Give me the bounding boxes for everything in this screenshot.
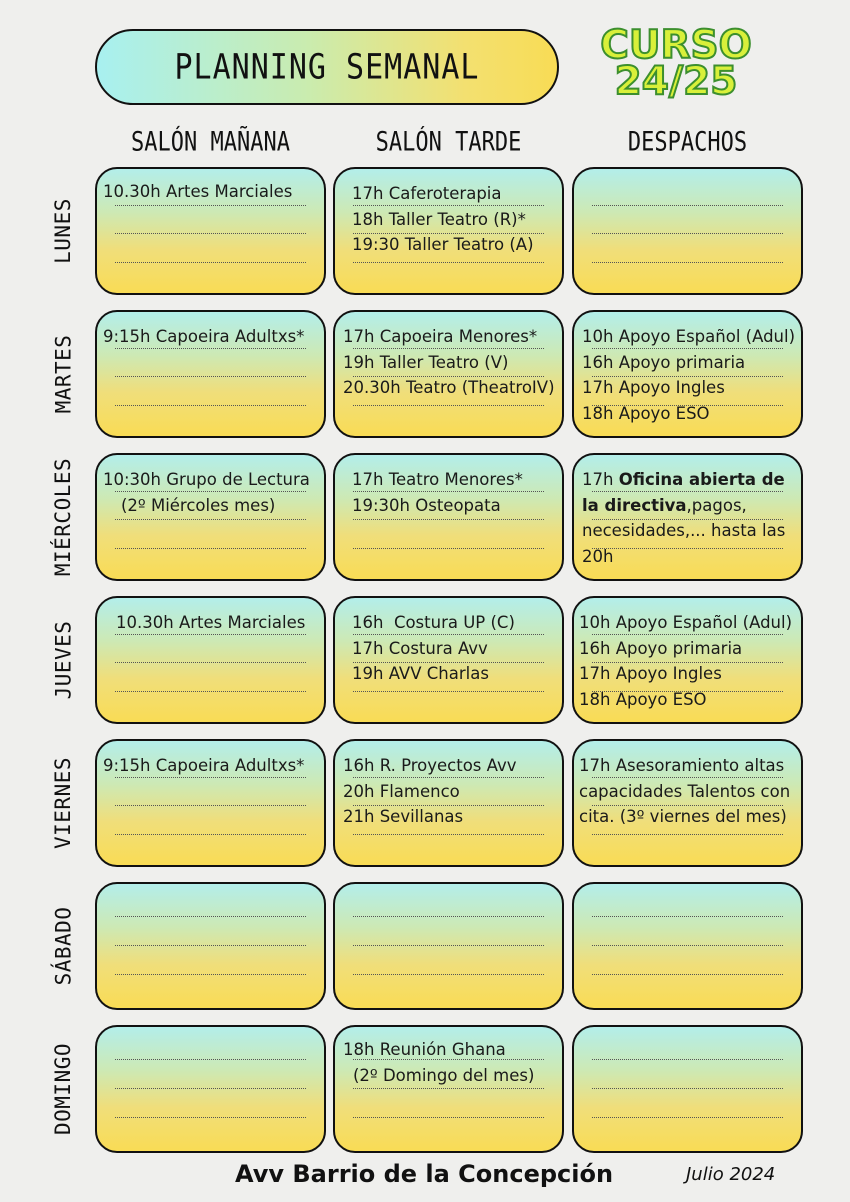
course-label-line1: CURSO xyxy=(600,23,752,68)
cell-lunes-salon-tarde xyxy=(333,167,564,295)
activity-item: 9:15h Capoeira Adultxs* xyxy=(103,327,305,346)
cell-lunes-salon-manana xyxy=(95,167,326,295)
day-label-martes: MARTES xyxy=(51,334,76,414)
activity-item: 19h Taller Teatro (V) xyxy=(343,352,509,372)
day-label-sabado: SÁBADO xyxy=(51,906,76,986)
cell-jueves-salon-manana xyxy=(95,596,326,724)
activity-item: 17h Asesoramiento altas capacidades Talentos con cita. (3º viernes del mes) xyxy=(579,756,791,827)
activity-note: (2º Miércoles mes) xyxy=(121,495,276,515)
day-label-miercoles: MIÉRCOLES xyxy=(51,457,76,577)
activity-item: 18h Taller Teatro (R)* xyxy=(352,209,526,229)
cell-viernes-salon-manana xyxy=(95,739,326,867)
activity-item: 17h Costura Avv xyxy=(352,638,488,658)
title-banner xyxy=(95,29,559,105)
page-title: PLANNING SEMANAL xyxy=(174,46,480,88)
cell-jueves-salon-tarde xyxy=(333,596,564,724)
activity-item: 20h Flamenco xyxy=(343,781,460,801)
activity-item: 17h Teatro Menores* xyxy=(352,470,523,489)
activity-item: 17h Oficina abierta de la directiva,pagos, necesidades,... hasta las 20h xyxy=(582,470,786,567)
column-header-despachos: DESPACHOS xyxy=(627,127,748,158)
cell-sabado-despachos xyxy=(572,882,803,1010)
cell-sabado-salon-tarde xyxy=(333,882,564,1010)
activity-item: 19:30h Osteopata xyxy=(352,495,501,515)
day-label-jueves: JUEVES xyxy=(51,620,76,700)
cell-sabado-salon-manana xyxy=(95,882,326,1010)
publication-date: Julio 2024 xyxy=(686,1164,776,1185)
activity-item: 10h Apoyo Español (Adul) xyxy=(579,613,793,632)
activity-item: 16h Costura UP (C) xyxy=(352,613,515,632)
activity-item: 17h Apoyo Ingles xyxy=(582,378,725,398)
activity-item: 9:15h Capoeira Adultxs* xyxy=(103,756,305,775)
activity-item: 16h Apoyo primaria xyxy=(579,638,743,658)
cell-martes-despachos xyxy=(572,310,803,438)
course-label xyxy=(596,23,756,104)
cell-viernes-salon-tarde xyxy=(333,739,564,867)
activity-item: 16h Apoyo primaria xyxy=(582,352,746,372)
activity-item: 10:30h Grupo de Lectura xyxy=(103,470,310,489)
course-label-line2: 24/25 xyxy=(614,59,738,104)
organization-name: Avv Barrio de la Concepción xyxy=(235,1160,614,1188)
day-label-lunes: LUNES xyxy=(51,198,75,264)
activity-item: 17h Caferoterapia xyxy=(352,184,502,203)
cell-domingo-despachos xyxy=(572,1025,803,1153)
cell-miercoles-salon-manana xyxy=(95,453,326,581)
activity-note: (2º Domingo del mes) xyxy=(353,1065,535,1085)
highlight-text: Oficina abierta de la directiva xyxy=(582,470,785,515)
column-header-salon-tarde: SALÓN TARDE xyxy=(375,127,522,158)
column-header-salon-manana: SALÓN MAÑANA xyxy=(131,127,290,158)
activity-item: 17h Capoeira Menores* xyxy=(343,327,538,346)
cell-jueves-despachos xyxy=(572,596,803,724)
cell-domingo-salon-manana xyxy=(95,1025,326,1153)
activity-item: 18h Apoyo ESO xyxy=(582,404,710,424)
activity-item: 21h Sevillanas xyxy=(343,807,464,827)
activity-item: 16h R. Proyectos Avv xyxy=(343,756,517,775)
cell-lunes-despachos xyxy=(572,167,803,295)
activity-item: 18h Reunión Ghana xyxy=(343,1040,506,1059)
activity-item: 19h AVV Charlas xyxy=(352,664,489,684)
activity-item: 10.30h Artes Marciales xyxy=(116,613,306,632)
activity-item: 19:30 Taller Teatro (A) xyxy=(352,235,534,255)
activity-item: 17h Apoyo Ingles xyxy=(579,664,722,684)
cell-viernes-despachos xyxy=(572,739,803,867)
cell-miercoles-despachos xyxy=(572,453,803,581)
activity-item: 10.30h Artes Marciales xyxy=(103,182,293,201)
activity-item: 20.30h Teatro (TheatroIV) xyxy=(343,378,555,398)
cell-domingo-salon-tarde xyxy=(333,1025,564,1153)
activity-item: 10h Apoyo Español (Adul) xyxy=(582,327,796,346)
day-label-viernes: VIERNES xyxy=(51,756,76,850)
cell-martes-salon-tarde xyxy=(333,310,564,438)
activity-item: 18h Apoyo ESO xyxy=(579,690,707,710)
cell-martes-salon-manana xyxy=(95,310,326,438)
cell-miercoles-salon-tarde xyxy=(333,453,564,581)
day-label-domingo: DOMINGO xyxy=(51,1042,76,1136)
